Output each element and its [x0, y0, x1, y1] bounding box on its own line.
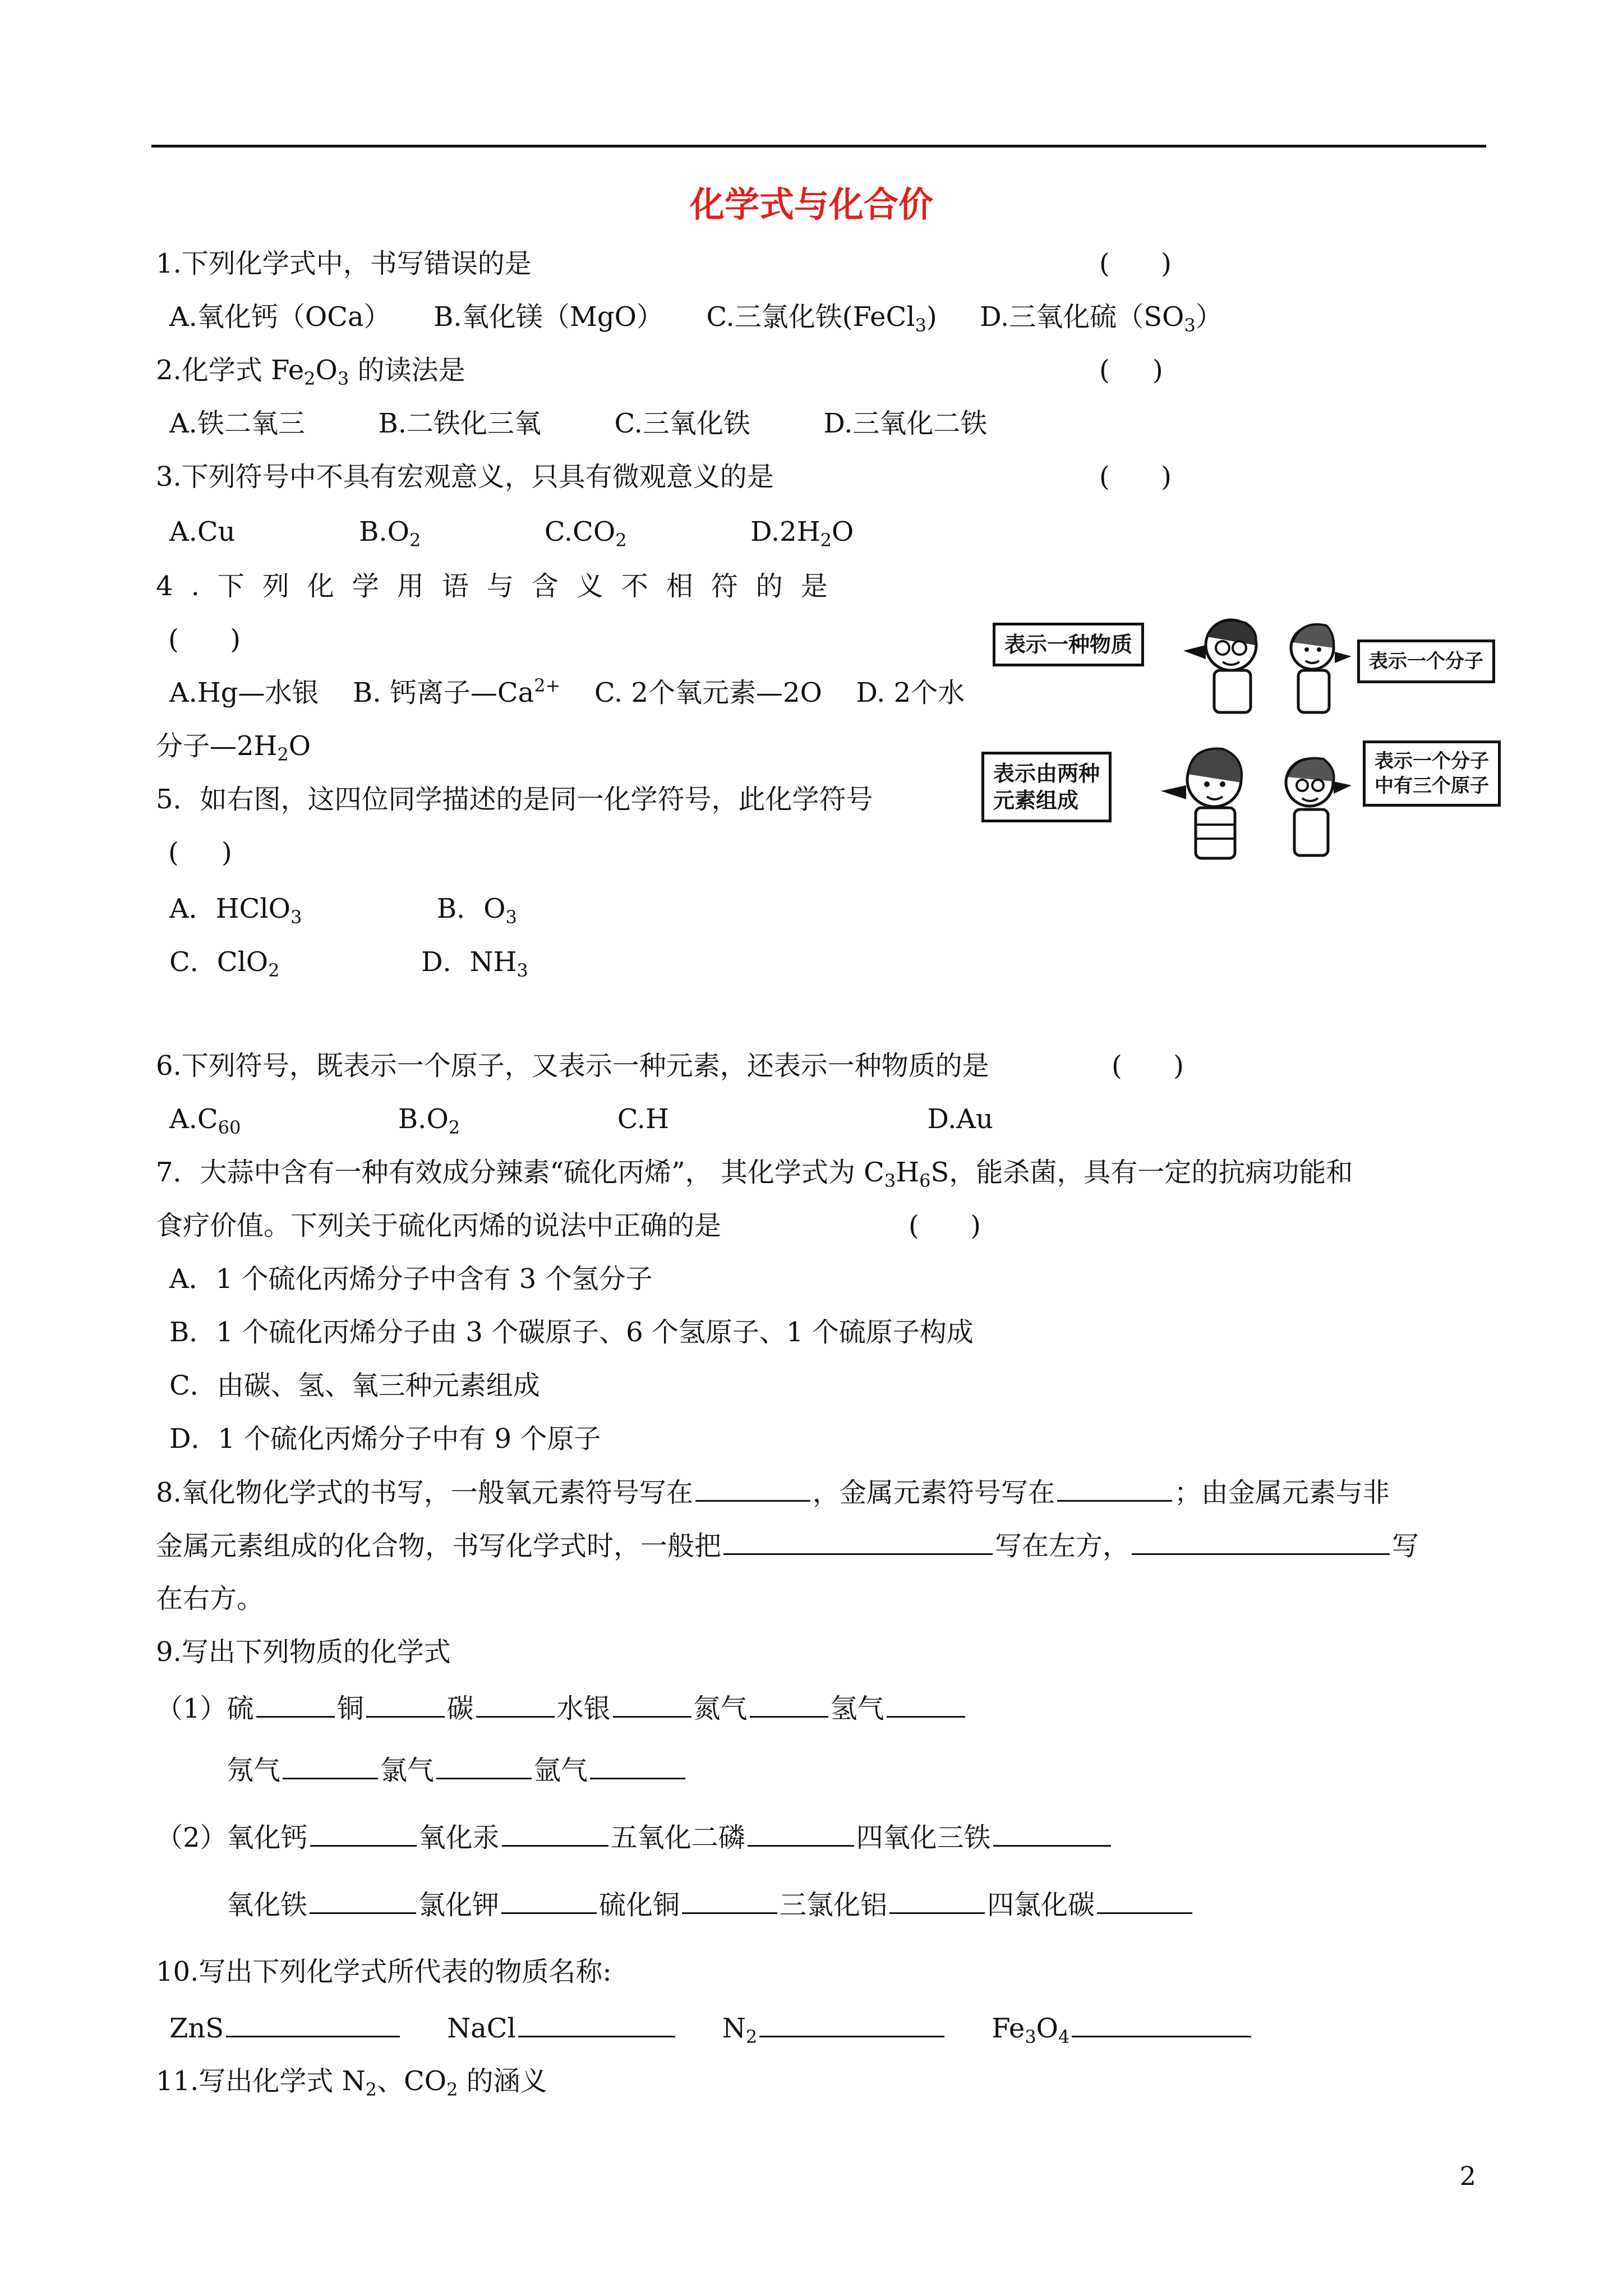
header-rule	[151, 145, 1486, 148]
blank-copper-sulfide[interactable]	[682, 1888, 777, 1914]
question-5-options-row2	[169, 945, 528, 979]
blank-aluminum-chloride[interactable]	[889, 1888, 985, 1914]
option-b: $B.O_2$	[359, 516, 421, 551]
blank-zns-name[interactable]	[226, 2011, 400, 2037]
question-7-answer-paren: ( )	[909, 1210, 981, 1241]
blank-metal-position[interactable]	[1057, 1475, 1172, 1502]
speech-bubble-4	[1363, 740, 1501, 807]
page-number: 2	[1459, 2161, 1476, 2191]
blank-sulfur[interactable]	[256, 1691, 335, 1718]
question-9-part1-row2: 氖气 氯气 氩气	[227, 1753, 688, 1787]
question-5-illustration	[976, 600, 1525, 881]
blank-potassium-chloride[interactable]	[501, 1888, 597, 1914]
question-1-stem: 1.下列化学式中，书写错误的是	[156, 248, 532, 279]
blank-mercury-oxide[interactable]	[502, 1820, 608, 1847]
question-9-stem: 9.写出下列物质的化学式	[156, 1636, 451, 1668]
question-6-stem: 6.下列符号，既表示一个原子，又表示一种元素，还表示一种物质的是	[156, 1050, 989, 1082]
item-zns: ZnS	[169, 2013, 224, 2044]
speech-bubble-4-line2: 中有三个原子	[1375, 775, 1489, 797]
question-9-part2-row1: （2）氧化钙 氧化汞 五氧化二磷 四氧化三铁	[156, 1820, 1113, 1855]
question-7-stem-line2: 食疗价值。下列关于硫化丙烯的说法中正确的是	[156, 1210, 722, 1241]
item-fe3o4: $Fe_3O_4$	[992, 2013, 1070, 2047]
question-2-stem: 2.化学式 $Fe_2O_3$ 的读法是	[156, 355, 465, 389]
question-10-items	[169, 2011, 1253, 2045]
option-b: B. 钙离子$—Ca^{2+}$	[353, 675, 561, 708]
option-a: A.Hg—水银	[169, 677, 319, 708]
question-11-stem: 11.写出化学式 $N_2$、$CO_2$ 的涵义	[156, 2065, 547, 2100]
blank-calcium-oxide[interactable]	[310, 1820, 417, 1847]
option-b: $B.O_2$	[398, 1103, 460, 1138]
student-figure-3	[1161, 740, 1262, 864]
question-4-option-d-cont: 分子$—2H_2O$	[156, 730, 311, 765]
question-7-option-d: D．1 个硫化丙烯分子中有 9 个原子	[169, 1423, 601, 1455]
blank-phosphorus-pentoxide[interactable]	[748, 1820, 854, 1847]
option-d: D.三氧化二铁	[823, 408, 988, 439]
question-5-answer-paren: ( )	[168, 837, 232, 868]
option-b: B.二铁化三氧	[378, 408, 542, 439]
blank-copper[interactable]	[366, 1691, 445, 1718]
blank-n2-name[interactable]	[759, 2011, 944, 2037]
blank-oxygen-position[interactable]	[695, 1475, 810, 1502]
question-6-options	[169, 1102, 993, 1136]
blank-carbon[interactable]	[476, 1691, 555, 1718]
blank-mercury[interactable]	[613, 1691, 691, 1718]
question-4-stem: 4.下列化学用语与含义不相符的是	[156, 570, 846, 602]
option-c: C．ClO$_2$	[169, 946, 280, 981]
blank-left-element[interactable]	[723, 1529, 993, 1555]
question-3-options	[169, 515, 854, 549]
question-8-line1: 8.氧化物化学式的书写，一般氧元素符号写在 ，金属元素符号写在 ；由金属元素与非	[156, 1475, 1390, 1510]
option-d: D. 2个水	[856, 677, 965, 708]
option-a: A．HClO$_3$	[169, 893, 302, 928]
option-c: C.三氯化铁(FeCl$_3$)	[706, 301, 937, 336]
blank-nitrogen[interactable]	[750, 1691, 828, 1718]
option-a: A.铁二氧三	[169, 408, 305, 439]
blank-argon[interactable]	[590, 1753, 685, 1779]
question-9-part1-row1: （1）硫 铜 碳 水银 氮气 氢气	[156, 1691, 967, 1726]
question-7-stem-line1: 7．大蒜中含有一种有效成分辣素“硫化丙烯”， 其化学式为 $C_3H_6S$，能杀菌，具有一定的抗病功能和	[156, 1157, 1353, 1191]
blank-right-element[interactable]	[1132, 1529, 1390, 1555]
option-a: $A.C_{60}$	[169, 1103, 241, 1138]
blank-chlorine[interactable]	[436, 1753, 532, 1779]
question-4-answer-paren: ( )	[168, 624, 241, 655]
question-5-stem: 5．如右图，这四位同学描述的是同一化学符号，此化学符号	[156, 784, 873, 815]
option-a: A.氧化钙（OCa）	[169, 301, 391, 333]
option-a: A.Cu	[169, 516, 236, 547]
blank-nacl-name[interactable]	[518, 2011, 675, 2037]
student-figure-1	[1183, 611, 1273, 718]
speech-bubble-2: 表示一个分子	[1357, 639, 1495, 683]
option-c: $C.CO_2$	[544, 516, 627, 551]
question-7-option-c: C．由碳、氢、氧三种元素组成	[169, 1370, 540, 1401]
question-8-line3: 在右方。	[156, 1583, 264, 1614]
blank-carbon-tetrachloride[interactable]	[1097, 1888, 1192, 1914]
question-3-answer-paren: ( )	[1099, 461, 1172, 493]
question-9-part2-row2: 氧化铁 氯化钾 硫化铜 三氯化铝 四氯化碳	[227, 1888, 1195, 1922]
speech-bubble-4-line1: 表示一个分子	[1375, 750, 1489, 772]
option-b: B.氧化镁（MgO）	[434, 301, 663, 333]
option-c: C.H	[617, 1103, 669, 1135]
option-d: $D.2H_2O$	[750, 516, 854, 551]
option-c: C.三氧化铁	[614, 408, 750, 439]
option-d: D．$NH_3$	[421, 946, 528, 981]
blank-hydrogen[interactable]	[887, 1691, 965, 1718]
speech-bubble-1: 表示一种物质	[993, 623, 1144, 666]
item-n2: $N_2$	[722, 2013, 758, 2047]
speech-bubble-3-line1: 表示由两种	[993, 761, 1100, 786]
blank-fe3o4-name[interactable]	[1072, 2011, 1251, 2037]
student-figure-2	[1279, 617, 1352, 718]
blank-iron-oxide[interactable]	[310, 1888, 416, 1914]
question-6-answer-paren: ( )	[1112, 1050, 1184, 1082]
blank-neon[interactable]	[283, 1753, 378, 1779]
option-d: D.三氧化硫$(SO_3)$	[980, 301, 1223, 336]
question-5-options-row1	[169, 892, 517, 926]
question-2-answer-paren: ( )	[1099, 355, 1163, 386]
question-2-options	[169, 407, 987, 440]
question-10-stem: 10.写出下列化学式所代表的物质名称:	[156, 1956, 612, 1987]
question-7-option-a: A．1 个硫化丙烯分子中含有 3 个氢分子	[169, 1263, 653, 1295]
item-nacl: NaCl	[447, 2013, 516, 2044]
question-1-answer-paren: ( )	[1099, 248, 1172, 279]
speech-bubble-3	[981, 752, 1112, 822]
option-b: B．$O_3$	[436, 893, 517, 928]
option-d: D.Au	[927, 1103, 993, 1135]
blank-iron-tetroxide[interactable]	[993, 1820, 1111, 1847]
option-c: C. 2个氧元素—2O	[594, 677, 822, 708]
question-1-options	[169, 300, 1223, 334]
question-3-stem: 3.下列符号中不具有宏观意义，只具有微观意义的是	[156, 461, 774, 493]
page-title: 化学式与化合价	[689, 184, 933, 225]
question-8-line2: 金属元素组成的化合物，书写化学式时，一般把 写在左方， 写	[156, 1529, 1419, 1563]
question-4-options	[169, 676, 965, 710]
question-7-option-b: B．1 个硫化丙烯分子由 3 个碳原子、6 个氢原子、1 个硫原子构成	[169, 1317, 974, 1348]
student-figure-4	[1273, 749, 1352, 861]
speech-bubble-3-line2: 元素组成	[993, 788, 1079, 813]
